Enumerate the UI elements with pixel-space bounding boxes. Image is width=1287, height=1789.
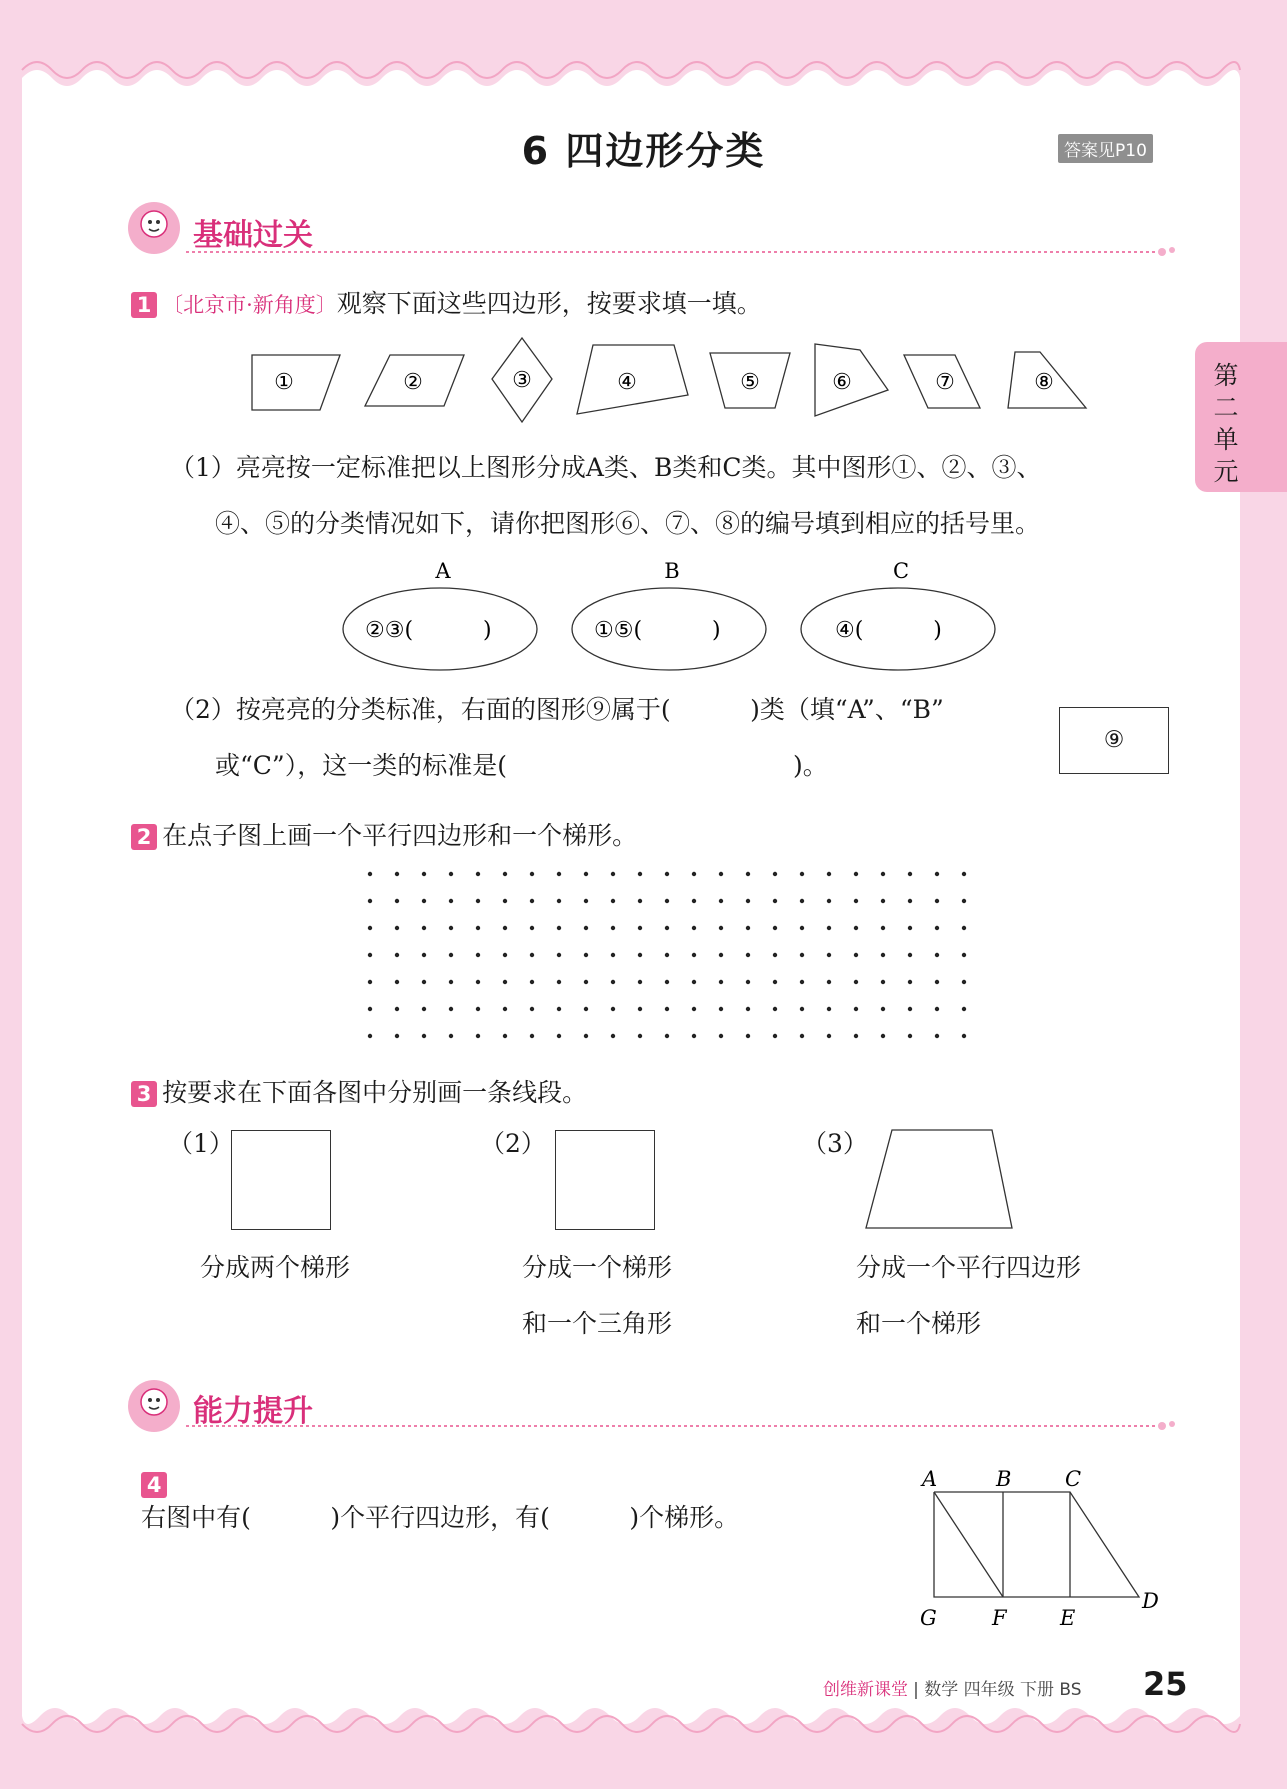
- q1-part2-line2: 或“C”），这一类的标准是( )。: [215, 751, 828, 780]
- grid-dot[interactable]: [422, 1007, 426, 1011]
- grid-dot[interactable]: [665, 980, 669, 984]
- grid-dot[interactable]: [773, 899, 777, 903]
- grid-dot[interactable]: [692, 980, 696, 984]
- grid-dot[interactable]: [665, 872, 669, 876]
- grid-dot[interactable]: [611, 926, 615, 930]
- grid-dot[interactable]: [692, 953, 696, 957]
- question-2-header: [131, 816, 637, 852]
- grid-dot[interactable]: [773, 953, 777, 957]
- grid-dot[interactable]: [422, 980, 426, 984]
- grid-dot[interactable]: [827, 872, 831, 876]
- page-title: 6 四边形分类: [521, 129, 766, 173]
- grid-dot[interactable]: [368, 899, 372, 903]
- grid-dot[interactable]: [746, 953, 750, 957]
- grid-dot[interactable]: [800, 1007, 804, 1011]
- grid-dot[interactable]: [503, 1007, 507, 1011]
- grid-dot[interactable]: [665, 1034, 669, 1038]
- point-a: A: [922, 1467, 938, 1491]
- question-number: 4: [141, 1472, 167, 1498]
- grid-dot[interactable]: [746, 872, 750, 876]
- grid-dot[interactable]: [935, 1034, 939, 1038]
- grid-dot[interactable]: [746, 1007, 750, 1011]
- grid-dot[interactable]: [449, 899, 453, 903]
- grid-dot[interactable]: [719, 980, 723, 984]
- grid-dot[interactable]: [503, 1034, 507, 1038]
- grid-dot[interactable]: [719, 926, 723, 930]
- grid-dot[interactable]: [395, 1007, 399, 1011]
- grid-dot[interactable]: [395, 980, 399, 984]
- q1-part1-line1: （1）亮亮按一定标准把以上图形分成A类、B类和C类。其中图形①、②、③、: [170, 453, 1042, 482]
- grid-dot[interactable]: [422, 872, 426, 876]
- grid-dot[interactable]: [854, 953, 858, 957]
- grid-dot[interactable]: [881, 980, 885, 984]
- grid-dot[interactable]: [503, 899, 507, 903]
- point-c: C: [1065, 1467, 1082, 1491]
- grid-dot[interactable]: [449, 872, 453, 876]
- grid-dot[interactable]: [773, 926, 777, 930]
- grid-dot[interactable]: [827, 1034, 831, 1038]
- grid-dot[interactable]: [557, 926, 561, 930]
- grid-dot[interactable]: [530, 953, 534, 957]
- grid-dot[interactable]: [395, 872, 399, 876]
- grid-dot[interactable]: [881, 1007, 885, 1011]
- grid-dot[interactable]: [908, 899, 912, 903]
- point-b: B: [996, 1467, 1012, 1491]
- grid-dot[interactable]: [827, 980, 831, 984]
- grid-dot[interactable]: [584, 1007, 588, 1011]
- question-source: 〔北京市·新角度〕: [162, 293, 337, 317]
- grid-dot[interactable]: [584, 1034, 588, 1038]
- q3-item2-text-1: 分成一个梯形: [522, 1253, 673, 1282]
- grid-dot[interactable]: [449, 926, 453, 930]
- grid-dot[interactable]: [854, 926, 858, 930]
- grid-dot[interactable]: [638, 953, 642, 957]
- grid-dot[interactable]: [584, 980, 588, 984]
- grid-dot[interactable]: [557, 899, 561, 903]
- grid-dot[interactable]: [746, 926, 750, 930]
- grid-dot[interactable]: [368, 1007, 372, 1011]
- grid-dot[interactable]: [449, 1034, 453, 1038]
- grid-dot[interactable]: [530, 926, 534, 930]
- grid-dot[interactable]: [395, 926, 399, 930]
- grid-dot[interactable]: [557, 980, 561, 984]
- grid-dot[interactable]: [476, 899, 480, 903]
- grid-dot[interactable]: [962, 953, 966, 957]
- grid-dot[interactable]: [395, 899, 399, 903]
- footer-info: | 数学 四年级 下册 BS: [913, 1680, 1082, 1700]
- grid-dot[interactable]: [773, 1034, 777, 1038]
- grid-dot[interactable]: [638, 1034, 642, 1038]
- grid-dot[interactable]: [449, 1007, 453, 1011]
- grid-dot[interactable]: [854, 980, 858, 984]
- grid-dot[interactable]: [503, 980, 507, 984]
- grid-dot[interactable]: [503, 926, 507, 930]
- grid-dot[interactable]: [881, 1034, 885, 1038]
- grid-dot[interactable]: [908, 1007, 912, 1011]
- grid-dot[interactable]: [638, 1007, 642, 1011]
- question-prompt: 在点子图上画一个平行四边形和一个梯形。: [162, 821, 638, 850]
- grid-dot[interactable]: [935, 1007, 939, 1011]
- grid-dot[interactable]: [800, 926, 804, 930]
- shape-label: ⑧: [1034, 370, 1054, 395]
- grid-dot[interactable]: [584, 872, 588, 876]
- grid-dot[interactable]: [962, 872, 966, 876]
- grid-dot[interactable]: [962, 1007, 966, 1011]
- grid-dot[interactable]: [557, 1034, 561, 1038]
- grid-dot[interactable]: [854, 1034, 858, 1038]
- grid-dot[interactable]: [530, 1007, 534, 1011]
- question-1-header: [131, 284, 762, 320]
- grid-dot[interactable]: [476, 953, 480, 957]
- q3-item3-label: （3）: [802, 1129, 868, 1158]
- grid-dot[interactable]: [557, 953, 561, 957]
- question-prompt: 观察下面这些四边形，按要求填一填。: [336, 289, 762, 318]
- q4-figure: [910, 1460, 1170, 1635]
- point-e: E: [1060, 1606, 1076, 1630]
- shape-label: ⑦: [935, 370, 955, 395]
- grid-dot[interactable]: [449, 980, 453, 984]
- group-a-label: A: [435, 560, 451, 583]
- grid-dot[interactable]: [476, 872, 480, 876]
- group-b-content: ①⑤( ): [594, 618, 721, 643]
- q3-item2-text-2: 和一个三角形: [522, 1309, 673, 1338]
- q3-item3-text-1: 分成一个平行四边形: [856, 1253, 1082, 1282]
- grid-dot[interactable]: [719, 1034, 723, 1038]
- grid-dot[interactable]: [827, 953, 831, 957]
- grid-dot[interactable]: [692, 1034, 696, 1038]
- shape-label: ①: [274, 370, 294, 395]
- grid-dot[interactable]: [584, 953, 588, 957]
- grid-dot[interactable]: [881, 953, 885, 957]
- question-number: 3: [131, 1081, 157, 1107]
- grid-dot[interactable]: [962, 899, 966, 903]
- q1-part2-line1: （2）按亮亮的分类标准，右面的图形⑨属于( )类（填“A”、“B”: [170, 695, 944, 724]
- grid-dot[interactable]: [530, 872, 534, 876]
- grid-dot[interactable]: [854, 899, 858, 903]
- grid-dot[interactable]: [719, 1007, 723, 1011]
- grid-dot[interactable]: [935, 953, 939, 957]
- grid-dot[interactable]: [827, 926, 831, 930]
- grid-dot[interactable]: [557, 1007, 561, 1011]
- grid-dot[interactable]: [719, 872, 723, 876]
- grid-dot[interactable]: [665, 926, 669, 930]
- shape-label: ②: [403, 370, 423, 395]
- question-4-header: [131, 1453, 739, 1534]
- grid-dot[interactable]: [395, 1034, 399, 1038]
- grid-dot[interactable]: [611, 980, 615, 984]
- grid-dot[interactable]: [611, 1007, 615, 1011]
- page-number: 25: [1143, 1665, 1188, 1703]
- grid-dot[interactable]: [476, 926, 480, 930]
- grid-dot[interactable]: [395, 953, 399, 957]
- grid-dot[interactable]: [611, 872, 615, 876]
- grid-dot[interactable]: [638, 980, 642, 984]
- grid-dot[interactable]: [638, 899, 642, 903]
- footer: [823, 1675, 1082, 1700]
- grid-dot[interactable]: [368, 926, 372, 930]
- grid-dot[interactable]: [692, 872, 696, 876]
- grid-dot[interactable]: [908, 926, 912, 930]
- grid-dot[interactable]: [611, 1034, 615, 1038]
- q3-item1-text: 分成两个梯形: [200, 1253, 351, 1282]
- answer-reference: 答案见P10: [1058, 134, 1153, 163]
- grid-dot[interactable]: [503, 953, 507, 957]
- grid-dot[interactable]: [800, 899, 804, 903]
- section-title-advanced: 能力提升: [193, 1394, 313, 1429]
- grid-dot[interactable]: [746, 899, 750, 903]
- group-c-content: ④( ): [835, 618, 942, 643]
- shape-label: ⑥: [832, 370, 852, 395]
- grid-dot[interactable]: [800, 980, 804, 984]
- question-number: 1: [131, 292, 157, 318]
- grid-dot[interactable]: [422, 953, 426, 957]
- q3-square-2: [555, 1130, 655, 1230]
- grid-dot[interactable]: [584, 926, 588, 930]
- grid-dot[interactable]: [611, 899, 615, 903]
- grid-dot[interactable]: [638, 872, 642, 876]
- grid-dot[interactable]: [476, 980, 480, 984]
- grid-dot[interactable]: [881, 899, 885, 903]
- grid-dot[interactable]: [800, 953, 804, 957]
- grid-dot[interactable]: [962, 1034, 966, 1038]
- grid-dot[interactable]: [476, 1007, 480, 1011]
- grid-dot[interactable]: [935, 899, 939, 903]
- shape-9-rectangle: ⑨: [1059, 707, 1169, 774]
- point-f: F: [992, 1606, 1007, 1630]
- q3-item3-text-2: 和一个梯形: [856, 1309, 982, 1338]
- grid-dot[interactable]: [422, 1034, 426, 1038]
- grid-dot[interactable]: [962, 980, 966, 984]
- grid-dot[interactable]: [557, 872, 561, 876]
- group-b-label: B: [664, 560, 680, 583]
- grid-dot[interactable]: [773, 980, 777, 984]
- dot-grid[interactable]: [360, 864, 980, 1044]
- grid-dot[interactable]: [908, 1034, 912, 1038]
- grid-dot[interactable]: [638, 926, 642, 930]
- shape-label: ③: [512, 368, 532, 393]
- grid-dot[interactable]: [692, 926, 696, 930]
- grid-dot[interactable]: [881, 926, 885, 930]
- grid-dot[interactable]: [422, 899, 426, 903]
- grid-dot[interactable]: [773, 1007, 777, 1011]
- q3-item2-label: （2）: [480, 1129, 546, 1158]
- grid-dot[interactable]: [935, 980, 939, 984]
- question-prompt: 按要求在下面各图中分别画一条线段。: [162, 1078, 588, 1107]
- grid-dot[interactable]: [692, 899, 696, 903]
- classification-ellipses: [335, 560, 1005, 680]
- grid-dot[interactable]: [665, 953, 669, 957]
- grid-dot[interactable]: [449, 953, 453, 957]
- grid-dot[interactable]: [935, 872, 939, 876]
- grid-dot[interactable]: [530, 980, 534, 984]
- q1-part1-line2: ④、⑤的分类情况如下，请你把图形⑥、⑦、⑧的编号填到相应的括号里。: [215, 509, 1041, 538]
- grid-dot[interactable]: [476, 1034, 480, 1038]
- grid-dot[interactable]: [746, 980, 750, 984]
- grid-dot[interactable]: [773, 872, 777, 876]
- quadrilateral-shapes: [240, 330, 1100, 430]
- grid-dot[interactable]: [368, 953, 372, 957]
- grid-dot[interactable]: [368, 872, 372, 876]
- grid-dot[interactable]: [368, 980, 372, 984]
- q3-item1-label: （1）: [168, 1129, 234, 1158]
- grid-dot[interactable]: [368, 1034, 372, 1038]
- grid-dot[interactable]: [854, 1007, 858, 1011]
- grid-dot[interactable]: [827, 899, 831, 903]
- question-prompt: 右图中有( )个平行四边形，有( )个梯形。: [141, 1503, 740, 1532]
- grid-dot[interactable]: [827, 1007, 831, 1011]
- grid-dot[interactable]: [854, 872, 858, 876]
- grid-dot[interactable]: [584, 899, 588, 903]
- shape-1: [252, 355, 340, 410]
- grid-dot[interactable]: [503, 872, 507, 876]
- grid-dot[interactable]: [665, 899, 669, 903]
- question-3-header: [131, 1073, 587, 1109]
- grid-dot[interactable]: [530, 899, 534, 903]
- question-number: 2: [131, 824, 157, 850]
- shape-label: ④: [617, 370, 637, 395]
- grid-dot[interactable]: [962, 926, 966, 930]
- grid-dot[interactable]: [719, 953, 723, 957]
- unit-side-tab-label: 第二单元: [1213, 361, 1239, 486]
- grid-dot[interactable]: [908, 980, 912, 984]
- grid-dot[interactable]: [530, 1034, 534, 1038]
- grid-dot[interactable]: [719, 899, 723, 903]
- q3-square-1: [231, 1130, 331, 1230]
- grid-dot[interactable]: [692, 1007, 696, 1011]
- q3-trapezoid: [862, 1128, 1020, 1232]
- group-c-label: C: [892, 560, 910, 583]
- grid-dot[interactable]: [881, 872, 885, 876]
- shape-label: ⑤: [740, 370, 760, 395]
- group-a-content: ②③( ): [365, 618, 492, 643]
- grid-dot[interactable]: [908, 953, 912, 957]
- point-g: G: [920, 1606, 937, 1630]
- point-d: D: [1142, 1589, 1159, 1613]
- grid-dot[interactable]: [422, 926, 426, 930]
- section-title-basic: 基础过关: [193, 218, 313, 253]
- grid-dot[interactable]: [665, 1007, 669, 1011]
- grid-dot[interactable]: [800, 1034, 804, 1038]
- grid-dot[interactable]: [746, 1034, 750, 1038]
- grid-dot[interactable]: [935, 926, 939, 930]
- grid-dot[interactable]: [611, 953, 615, 957]
- grid-dot[interactable]: [908, 872, 912, 876]
- footer-brand: 创维新课堂: [823, 1680, 908, 1700]
- grid-dot[interactable]: [800, 872, 804, 876]
